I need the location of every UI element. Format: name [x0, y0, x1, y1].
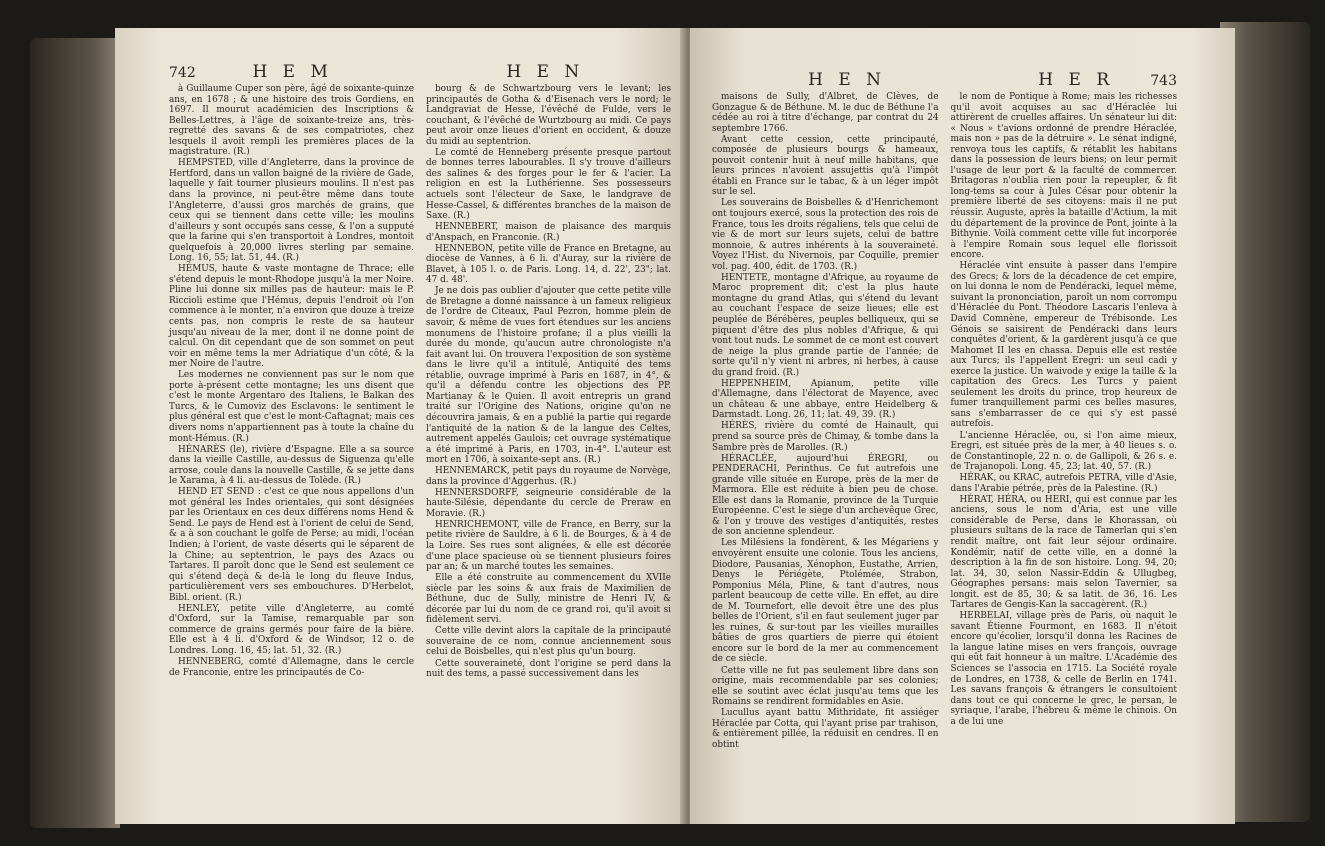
right-header-left: H E N [808, 70, 887, 90]
left-running-header [169, 62, 671, 82]
paragraph: HÉRAK, ou KRAC, autrefois PETRA, ville d'Asie, dans l'Arabie pétrée, près de la Palestine. (R.) [950, 473, 1177, 494]
paragraph: HÉRACLÉE, aujourd'hui ÉREGRI, ou PENDERACHI, Perinthus. Ce fut autrefois une grande ville située en Europe, près de la mer de Marmora. Elle est réduite à bien peu de chose. Elle est dans la Romanie, province de la Turquie Européenne. C'est le siège d'un archevêque Grec, & l'on y trouve des vestiges d'antiquités, restes de son ancienne splendeur. [712, 453, 939, 538]
paragraph: Elle a été construite au commencement du XVIIe siècle par les soins & aux frais de Maximilien de Béthune, duc de Sully, ministre de Henri IV, & décorée par lui du nom de ce grand roi, qu'il avoit si fidèlement servi. [426, 573, 671, 626]
left-page-number: 742 [169, 65, 196, 81]
paragraph: HENNEMARCK, petit pays du royaume de Norvège, dans la province d'Aggerhus. (R.) [426, 466, 671, 487]
paragraph: maisons de Sully, d'Albret, de Clèves, de Gonzague & de Béthune. M. le duc de Béthune l'a cédée au roi à titre d'échange, par contrat du 24 septembre 1766. [712, 92, 939, 134]
paragraph: Les souverains de Boisbelles & d'Henrichemont ont toujours exercé, sous la protection des rois de France, tous les droits régaliens, tels que celui de vie & de mort sur leurs sujets, celui de battre monnoie, & autres inhérents à la souveraineté. Voyez l'Hist. du Nivernois, par Coquille, premier vol. pag. 400, édit. de 1703. (R.) [712, 198, 939, 272]
paragraph: HENLEY, petite ville d'Angleterre, au comté d'Oxford, sur la Tamise, remarquable par son commerce de grains germés pour faire de la bière. Elle est à 4 li. d'Oxford & de Windsor, 12 o. de Londres. Long. 16, 45; lat. 51, 32. (R.) [169, 603, 414, 656]
paragraph: Cette ville devint alors la capitale de la principauté souveraine de ce nom, connue anciennement sous celui de Boisbelles, qui n'est plus qu'un bourg. [426, 626, 671, 658]
left-header-left: H E M [252, 62, 333, 82]
left-page [115, 28, 685, 824]
left-page-edges [30, 38, 120, 828]
paragraph: Les Milésiens la fondèrent, & les Mégariens y envoyèrent ensuite une colonie. Tous les anciens, Diodore, Pausanias, Xénophon, Eustathe, Arrien, Denys le Périégète, Ptolémée, Strabon, Pomponius Méla, Pline, & tant d'autres, nous parlent beaucoup de cette ville. En effet, au dire de M. Tournefort, elle devoit être une des plus belles de l'Orient, s'il en faut seulement juger par les ruines, & sur-tout par les vieilles murailles bâties de gros quartiers de pierre qui étoient encore sur le bord de la mer au commencement de ce siècle. [712, 538, 939, 665]
left-column-2 [426, 84, 671, 680]
left-column-1 [169, 84, 414, 680]
paragraph: HEND ET SEND : c'est ce que nous appellons d'un mot général les Indes orientales, qui sont désignées par les Orientaux en ces deux différens noms Hend & Send. Le pays de Hend est à l'orient de celui de Send, & a à son couchant le golfe de Perse; au midi, l'océan Indien; à l'orient, de vaste déserts qui le séparent de la Chine; au septentrion, le pays des Azacs ou Tartares. Il paroît donc que le Send est seulement ce qui s'étend deçà & de-là le long du fleuve Indus, particulièrement vers ses embouchures. D'Herbelot, Bibl. orient. (R.) [169, 487, 414, 603]
right-header-right: H E R [1038, 70, 1115, 90]
paragraph: bourg & de Schwartzbourg vers le levant; les principautés de Gotha & d'Eisenach vers le nord; le Landgraviat de Hesse, l'évêché de Fulde, vers le couchant, & l'évêché de Wurtzbourg au midi. Ce pays peut avoir onze lieues d'orient en occident, & douze du midi au septentrion. [426, 84, 671, 147]
paragraph: HENNEBERG, comté d'Allemagne, dans le cercle de Franconie, entre les principautés de Co- [169, 657, 414, 678]
left-header-right: H E N [506, 62, 585, 82]
paragraph: HÉNARÈS (le), rivière d'Espagne. Elle a sa source dans la vieille Castille, au-dessus de Siguenza qu'elle arrose, coule dans la nouvelle Castille, & se jette dans le Xarama, à 4 li. au-dessus de Tolède. (R.) [169, 444, 414, 487]
paragraph: HENNEBON, petite ville de France en Bretagne, au diocèse de Vannes, à 6 li. d'Auray, sur la rivière de Blavet, à 105 l. o. de Paris. Long. 14, d. 22', 23"; lat. 47 d. 48'. [426, 243, 671, 286]
right-running-header [712, 70, 1177, 90]
paragraph: à Guillaume Cuper son père, âgé de soixante-quinze ans, en 1678 ; & une histoire des trois Gordiens, en 1697. Il mourut académicien des Inscriptions & Belles-Lettres, à l'âge de soixante-treize ans, très-regretté des savans & de ses compatriotes, chez lesquels il avoit rempli les premières places de la magistrature. (R.) [169, 84, 414, 158]
right-column-1 [712, 92, 939, 750]
paragraph: Avant cette cession, cette principauté, composée de plusieurs bourgs & hameaux, pouvoit contenir huit à neuf mille habitans, que leurs princes n'avoient assujettis qu'à l'impôt établi en France sur le tabac, & à un léger impôt sur le sel. [712, 134, 939, 198]
paragraph: le nom de Pontique à Rome; mais les richesses qu'il avoit acquises au sac d'Héraclée lui attirèrent de cruelles affaires. Un sénateur lui dit: « Nous » t'avions ordonné de prendre Héraclée, mais non » pas de la détruire ». Le sénat indigné, renvoya tous les captifs, & rétablit les habitans dans la possession de leurs biens; on leur permit l'usage de leur port & la faculté de commercer. Britagoras n'oublia rien pour la repeupler, & fit long-tems sa cour à Jules César pour obtenir la première liberté de ses citoyens: mais il ne put réussir. Auguste, après la bataille d'Actium, la mit du département de la province de Pont, jointe à la Bithynie. Voilà comment cette ville fut incorporée à l'empire Romain sous lequel elle florissoit encore. [950, 92, 1177, 261]
paragraph: HENNEBERT, maison de plaisance des marquis d'Anspach, en Franconie. (R.) [426, 222, 671, 243]
paragraph: HENNERSDORFF, seigneurie considérable de la haute-Silésie, dépendante du cercle de Preraw en Moravie. (R.) [426, 487, 671, 519]
paragraph: Cette ville ne fut pas seulement libre dans son origine, mais recommendable par ses colonies; elle se soutint avec éclat jusqu'au tems que les Romains se rendirent formidables en Asie. [712, 665, 939, 708]
paragraph: Cette souveraineté, dont l'origine se perd dans la nuit des tems, a passé successivement dans les [426, 658, 671, 680]
paragraph: HEPPENHEIM, Apianum, petite ville d'Allemagne, dans l'électorat de Mayence, avec un château & une abbaye, entre Heidelberg & Darmstadt. Long. 26, 11; lat. 49, 39. (R.) [712, 378, 939, 421]
paragraph: Je ne dois pas oublier d'ajouter que cette petite ville de Bretagne a donné naissance à un fameux religieux de l'ordre de Citeaux, Paul Pezron, homme plein de savoir, & même de vues fort étendues sur les anciens monumens de l'histoire profane; il a plus vieilli la durée du monde, qu'aucun autre chronologiste n'a fait avant lui. On trouvera l'exposition de son système dans le livre qu'il a intitulé, Antiquité des tems rétablie, ouvrage imprimé à Paris en 1687, in 4°, & qu'il a défendu contre les objections des PP. Martianay & le Quien. Il avoit entrepris un grand traité sur l'Origine des Nations, origine qu'on ne découvrira jamais, & en a publié la partie qui regarde l'antiquité de la nation & de la langue des Celtes, autrement appelés Gaulois; cet ouvrage systématique a été imprimé à Paris, en 1703, in-4°. L'auteur est mort en 1706, à soixante-sept ans. (R.) [426, 286, 671, 466]
paragraph: HEMPSTED, ville d'Angleterre, dans la province de Hertford, dans un vallon baigné de la rivière de Gade, laquelle y fait tourner plusieurs moulins. Il n'est pas dans la province, ni peut-être même dans toute l'Angleterre, d'aussi gros marchés de grains, que ceux qui se tiennent dans cette ville; les moulins d'ailleurs y sont occupés sans cesse, & l'on a supputé que la farine qui s'en transportoit à Londres, montoit quelquefois à 20,000 livres sterling par semaine. Long. 16, 55; lat. 51, 44. (R.) [169, 158, 414, 264]
paragraph: HÉMUS, haute & vaste montagne de Thrace; elle s'étend depuis le mont-Rhodope jusqu'à la mer Noire. Pline lui donne six milles pas de hauteur: mais le P. Riccioli estime que l'Hémus, depuis l'endroit où l'on commence à le monter, n'a environ que douze à treize cents pas, non compris le reste de sa hauteur jusqu'au niveau de la mer, dont il ne donne point de calcul. On dit cependant que de son sommet on peut voir en même tems la mer Adriatique d'un côté, & la mer Noire de l'autre. [169, 264, 414, 370]
paragraph: Le comté de Henneberg présente presque partout de bonnes terres labourables. Il s'y trouve d'ailleurs des salines & des forges pour le fer & l'acier. La religion en est la Luthérienne. Ses possesseurs actuels sont l'électeur de Saxe, le landgrave de Hesse-Cassel, & différentes branches de la maison de Saxe. (R.) [426, 147, 671, 222]
right-page [690, 28, 1235, 824]
right-column-2 [951, 92, 1178, 750]
right-page-number: 743 [1150, 73, 1177, 89]
paragraph: HERBELAI, village près de Paris, où naquit le savant Étienne Fourmont, en 1683. Il n'étoit encore qu'écolier, lorsqu'il donna les Racines de la langue latine mises en vers françois, ouvrage qui eût fait honneur à un maître. L'Académie des Sciences se l'associa en 1715. La Société royale de Londres, en 1738, & celle de Berlin en 1741. Les savans françois & étrangers le consultoient dans tout ce qui concerne le grec, le persan, le syriaque, l'arabe, l'hébreu & même le chinois. On a de lui une [950, 611, 1177, 727]
paragraph: L'ancienne Héraclée, ou, si l'on aime mieux, Eregri, est située près de la mer, à 40 lieues s. o. de Constantinople, 22 n. o. de Gallipoli, & 26 s. e. de Trajanopoli. Long. 45, 23; lat. 40, 57. (R.) [950, 430, 1177, 473]
paragraph: Héraclée vint ensuite à passer dans l'empire des Grecs; & lors de la décadence de cet empire, on lui donna le nom de Pendéracki, lequel même, suivant la prononciation, paroît un nom corrompu d'Héraclée du Pont. Théodore Lascaris l'enleva à David Comnène, empereur de Trébisonde. Les Génois se saisirent de Pendéracki dans leurs conquêtes d'orient, & la gardèrent jusqu'à ce que Mahomet II les en chassa. Depuis elle est restée aux Turcs; ils l'appellent Eregri: un seul cadi y exerce la justice. Un waivode y exige la taille & la capitation des Grecs. Les Turcs y paient seulement les droits du prince, trop heureux de fumer tranquillement parmi ces belles masures, sans s'embarrasser de ce qui s'y est passé autrefois. [950, 261, 1177, 430]
paragraph: HÉRAT, HÉRA, ou HERI, qui est connue par les anciens, sous le nom d'Aria, est une ville considérable de Perse, dans le Khorassan, où plusieurs sultans de la race de Tamerlan qui s'en rendit maître, ont fait leur séjour ordinaire. Kondémir, natif de cette ville, en a donné la description à la fin de son histoire. Long. 94, 20; lat. 34, 30, selon Nassir-Eddin & Ullugbeg, Géographes persans: mais selon Tavernier, sa longit. est de 85, 30; & sa latit. de 36, 16. Les Tartares de Gengis-Kan la saccagèrent. (R.) [950, 494, 1177, 611]
paragraph: Les modernes ne conviennent pas sur le nom que porte à-présent cette montagne; les uns disent que c'est le monte Argentaro des Italiens, le Balkan des Turcs, & le Cumoviz des Esclavons: le sentiment le plus général est que c'est le mont-Caftagnat; mais ces divers noms n'appartiennent pas à toute la chaîne du mont-Hémus. (R.) [169, 370, 414, 444]
paragraph: HENRICHEMONT, ville de France, en Berry, sur la petite rivière de Sauldre, à 6 li. de Bourges, & à 4 de la Loire. Ses rues sont alignées, & elle est décorée d'une place spacieuse où se tiennent plusieurs foires par an; & un marché toutes les semaines. [426, 519, 671, 573]
paragraph: HENTETE, montagne d'Afrique, au royaume de Maroc proprement dit; c'est la plus haute montagne du grand Atlas, qui s'étend du levant au couchant l'espace de seize lieues; elle est peuplée de Bérébères, peuples belliqueux, qui se piquent d'être des plus nobles d'Afrique, & qui vont tout nuds. Le sommet de ce mont est couvert de neige la plus grande partie de l'année; de sorte qu'il n'y vient ni arbres, ni herbes, à cause du grand froid. (R.) [712, 272, 939, 378]
paragraph: Lucullus ayant battu Mithridate, fit assiéger Héraclée par Cotta, qui l'ayant prise par trahison, & entièrement pillée, la réduisit en cendres. Il en obtint [712, 708, 939, 750]
paragraph: HÉRÈS, rivière du comté de Hainault, qui prend sa source près de Chimay, & tombe dans la Sambre près de Marolles. (R.) [712, 421, 939, 453]
